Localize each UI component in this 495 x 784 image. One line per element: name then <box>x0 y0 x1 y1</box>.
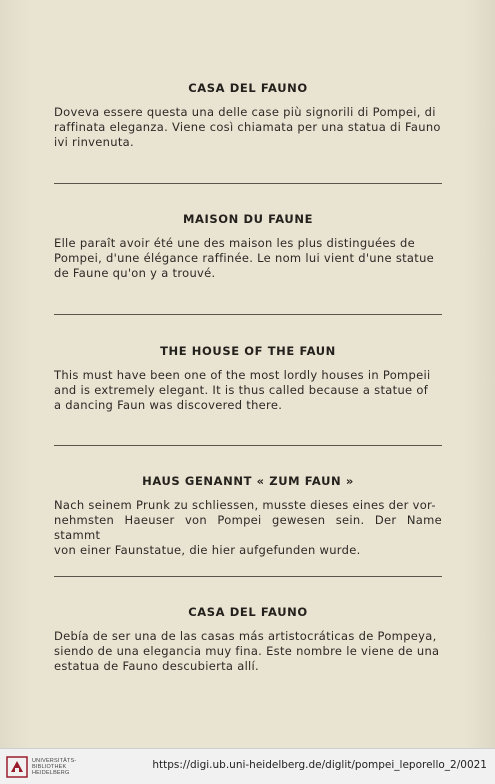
library-logo-text: UNIVERSITÄTS- BIBLIOTHEK HEIDELBERG <box>32 758 77 776</box>
divider-rule <box>54 183 442 184</box>
section-paragraph <box>54 105 442 150</box>
paragraph-line: Nach seinem Prunk zu schliessen, musste dieses eines der vor- <box>54 498 436 512</box>
paragraph-line: siendo de una elegancia muy fina. Este nombre le viene de una <box>54 644 440 658</box>
section-german <box>54 474 442 558</box>
divider-rule <box>54 314 442 315</box>
paragraph-line: Debía de ser una de las casas más artistocráticas de Pompeya, <box>54 629 437 643</box>
section-heading: HAUS GENANNT « ZUM FAUN » <box>142 474 354 488</box>
paragraph-line: ivi rinvenuta. <box>54 135 134 149</box>
paragraph-line: This must have been one of the most lordly houses in Pompeii <box>54 368 431 382</box>
section-paragraph <box>54 498 442 558</box>
paragraph-line: estatua de Fauno descubierta allí. <box>54 659 260 673</box>
section-paragraph <box>54 236 442 281</box>
source-url-link[interactable]: https://digi.ub.uni-heidelberg.de/diglit/pompei_leporello_2/0021 <box>152 759 487 771</box>
section-paragraph <box>54 629 442 674</box>
section-italian <box>54 81 442 150</box>
paragraph-line: Doveva essere questa una delle case più signorili di Pompei, di <box>54 105 436 119</box>
paragraph-line: Elle paraît avoir été une des maison les plus distinguées de <box>54 236 415 250</box>
section-english <box>54 344 442 413</box>
university-library-logo-icon <box>6 756 28 778</box>
paragraph-line: Pompei, d'une élégance raffinée. Le nom lui vient d'une statue <box>54 251 435 265</box>
section-paragraph <box>54 368 442 413</box>
divider-rule <box>54 445 442 446</box>
paragraph-line: de Faune qu'on y a trouvé. <box>54 266 216 280</box>
section-french <box>54 212 442 281</box>
section-heading: CASA DEL FAUNO <box>188 81 308 95</box>
paragraph-line: and is extremely elegant. It is thus called because a statue of <box>54 383 429 397</box>
divider-rule <box>54 576 442 577</box>
paragraph-line: nehmsten Haeuser von Pompei gewesen sein. Der Name stammt <box>54 513 442 542</box>
section-spanish <box>54 605 442 674</box>
section-heading: THE HOUSE OF THE FAUN <box>160 344 336 358</box>
section-heading: CASA DEL FAUNO <box>188 605 308 619</box>
paragraph-line: raffinata eleganza. Viene così chiamata per una statua di Fauno <box>54 120 441 134</box>
section-heading: MAISON DU FAUNE <box>182 212 314 226</box>
paragraph-line: von einer Faunstatue, die hier aufgefunden wurde. <box>54 543 361 557</box>
paragraph-line: a dancing Faun was discovered there. <box>54 398 283 412</box>
viewer-footer <box>0 748 495 784</box>
